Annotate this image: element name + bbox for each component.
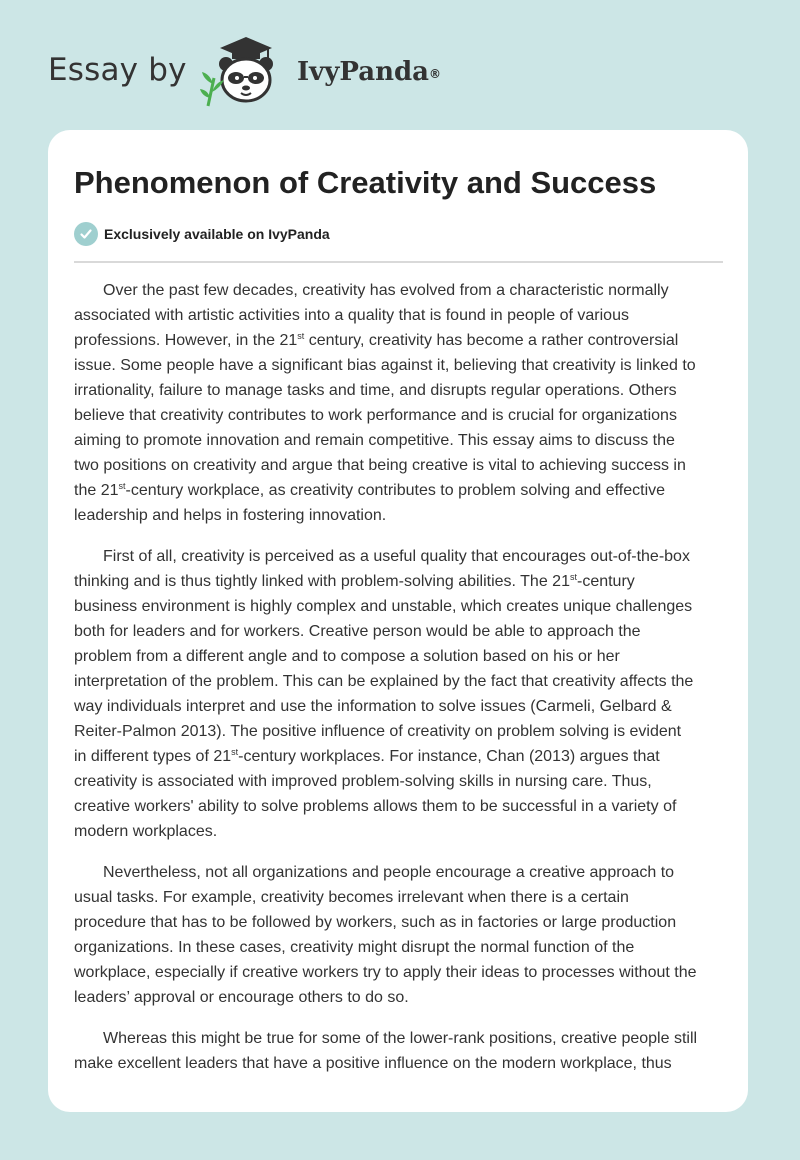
paragraph-line — [74, 544, 734, 569]
brand-prefix: Essay by — [48, 52, 187, 88]
paragraph-line — [74, 453, 734, 478]
line-text: believe that creativity contributes to work performance and is crucial for organizations — [74, 407, 677, 424]
line-text: usual tasks. For example, creativity becomes irrelevant when there is a certain — [74, 889, 629, 906]
paragraph-line — [74, 619, 734, 644]
paragraph-line — [74, 328, 734, 353]
line-text: interpretation of the problem. This can be explained by the fact that creativity affects the — [74, 673, 694, 690]
line-text: make excellent leaders that have a positive influence on the modern workplace, thus — [74, 1055, 672, 1072]
line-text: thinking and is thus tightly linked with problem-solving abilities. The 21 — [74, 573, 570, 590]
line-text: -century — [576, 573, 635, 590]
paragraph-line — [74, 303, 734, 328]
line-text: century, creativity has become a rather controversial — [304, 332, 679, 349]
ordinal-suffix: st — [231, 747, 239, 757]
line-text: in different types of 21 — [74, 748, 232, 765]
line-text: leadership and helps in fostering innovation. — [74, 507, 387, 524]
ordinal-suffix: st — [297, 331, 305, 341]
line-text: professions. However, in the 21 — [74, 332, 298, 349]
line-text: irrationality, failure to manage tasks and time, and disrupts regular operations. Others — [74, 382, 677, 399]
paragraph-line — [74, 910, 734, 935]
paragraph-line — [74, 885, 734, 910]
brand-name[interactable] — [297, 52, 441, 92]
paragraph-line — [74, 819, 734, 844]
paragraph-line — [74, 794, 734, 819]
line-text: way individuals interpret and use the information to solve issues (Carmeli, Gelbard & — [74, 698, 672, 715]
paragraph-line — [74, 769, 734, 794]
site-header — [0, 0, 800, 130]
line-text: Whereas this might be true for some of the lower-rank positions, creative people still — [103, 1030, 698, 1047]
paragraph-line — [74, 594, 734, 619]
badge-text: Exclusively available on IvyPanda — [104, 226, 330, 242]
paragraph-line — [74, 478, 734, 503]
paragraph-line — [74, 403, 734, 428]
paragraph-line — [74, 503, 734, 528]
line-text: Nevertheless, not all organizations and people encourage a creative approach to — [103, 864, 675, 881]
divider — [74, 261, 723, 263]
ordinal-suffix: st — [118, 481, 126, 491]
line-text: modern workplaces. — [74, 823, 218, 840]
line-text: -century workplace, as creativity contributes to problem solving and effective — [125, 482, 666, 499]
essay-card — [48, 130, 748, 1112]
paragraph-line — [74, 644, 734, 669]
line-text: business environment is highly complex and unstable, which creates unique challenges — [74, 598, 693, 615]
brand-name-text: IvyPanda — [297, 57, 430, 87]
page-title: Phenomenon of Creativity and Success — [74, 165, 657, 200]
paragraph-line — [74, 669, 734, 694]
line-text: problem from a different angle and to compose a solution based on his or her — [74, 648, 620, 665]
essay-body — [74, 278, 734, 1092]
paragraph-line — [74, 1051, 734, 1076]
line-text: Over the past few decades, creativity has evolved from a characteristic normally — [103, 282, 669, 299]
paragraph-line — [74, 985, 734, 1010]
line-text: Reiter-Palmon 2013). The positive influence of creativity on problem solving is evident — [74, 723, 682, 740]
line-text: creative workers' ability to solve problems allows them to be successful in a variety of — [74, 798, 677, 815]
line-text: two positions on creativity and argue that being creative is vital to achieving success in — [74, 457, 686, 474]
line-text: both for leaders and for workers. Creative person would be able to approach the — [74, 623, 641, 640]
exclusive-badge — [74, 222, 330, 246]
line-text: issue. Some people have a significant bias against it, believing that creativity is linked to — [74, 357, 696, 374]
paragraph-line — [74, 694, 734, 719]
check-circle-icon — [74, 222, 98, 246]
line-text: aiming to promote innovation and remain competitive. This essay aims to discuss the — [74, 432, 675, 449]
essay-paragraph — [74, 860, 734, 1010]
line-text: procedure that has to be followed by workers, such as in factories or large production — [74, 914, 677, 931]
ordinal-suffix: st — [569, 572, 577, 582]
essay-paragraph — [74, 1026, 734, 1076]
paragraph-line — [74, 960, 734, 985]
paragraph-line — [74, 860, 734, 885]
essay-paragraph — [74, 278, 734, 528]
paragraph-line — [74, 278, 734, 303]
paragraph-line — [74, 428, 734, 453]
paragraph-line — [74, 935, 734, 960]
paragraph-line — [74, 353, 734, 378]
registered-mark: ® — [429, 67, 442, 81]
line-text: creativity is associated with improved problem-solving skills in nursing care. Thus, — [74, 773, 652, 790]
paragraph-line — [74, 1026, 734, 1051]
line-text: -century workplaces. For instance, Chan (2013) argues that — [238, 748, 660, 765]
paragraph-line — [74, 744, 734, 769]
line-text: associated with artistic activities into a quality that is found in people of various — [74, 307, 629, 324]
line-text: leaders’ approval or encourage others to do so. — [74, 989, 409, 1006]
paragraph-line — [74, 378, 734, 403]
paragraph-line — [74, 569, 734, 594]
panda-graduate-logo-icon[interactable] — [198, 34, 294, 110]
line-text: the 21 — [74, 482, 119, 499]
line-text: workplace, especially if creative workers try to apply their ideas to processes without the — [74, 964, 697, 981]
line-text: First of all, creativity is perceived as a useful quality that encourages out-of-the-box — [103, 548, 690, 565]
paragraph-line — [74, 719, 734, 744]
line-text: organizations. In these cases, creativity might disrupt the normal function of the — [74, 939, 635, 956]
essay-paragraph — [74, 544, 734, 844]
